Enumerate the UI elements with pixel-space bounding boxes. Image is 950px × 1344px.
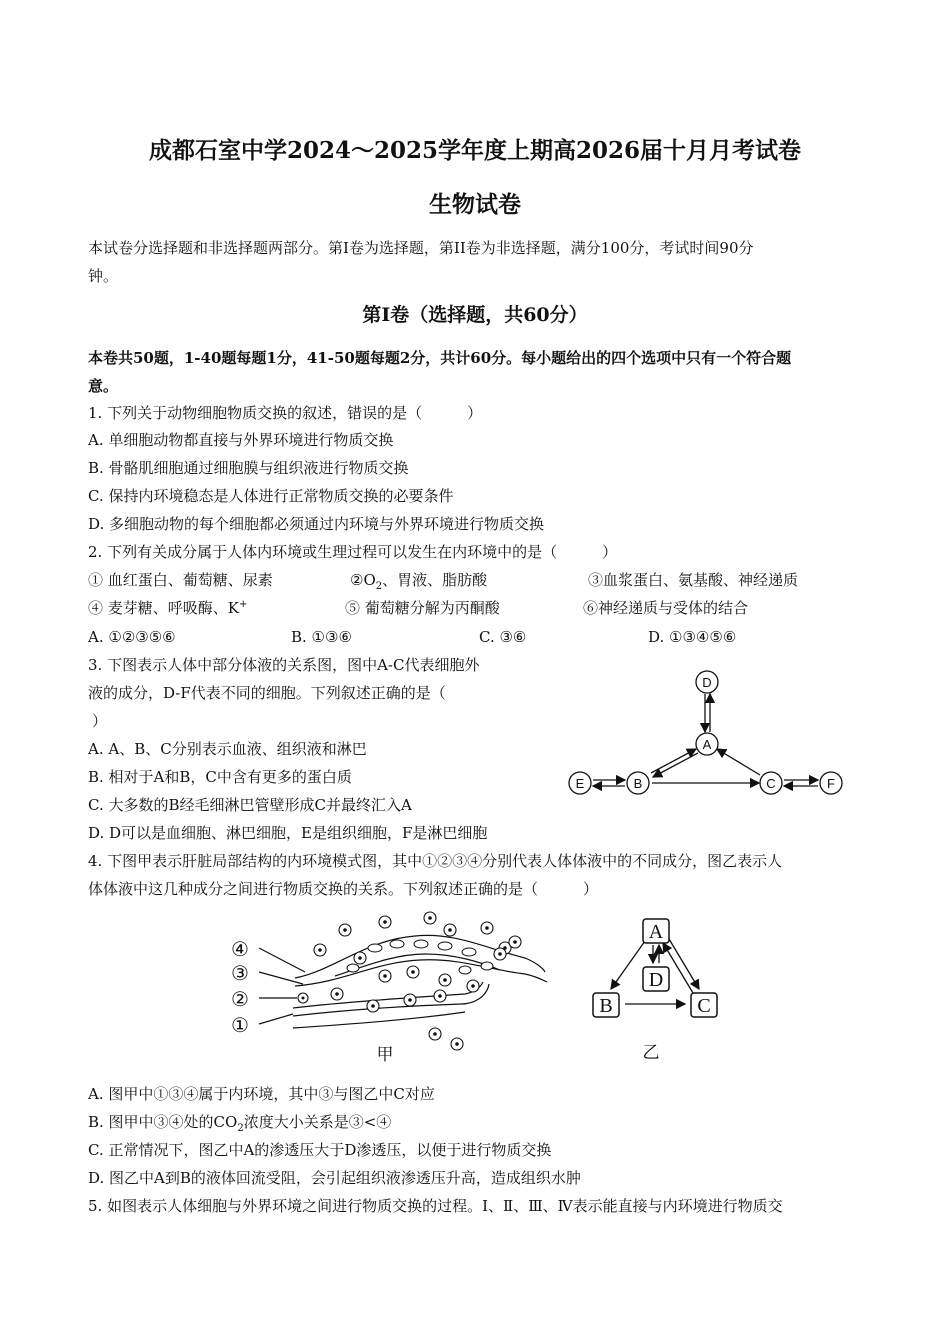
- question-3-option-d: D. D可以是血细胞、淋巴细胞，E是组织细胞，F是淋巴细胞: [88, 824, 488, 842]
- question-2-option-b: B. ①③⑥: [291, 628, 352, 646]
- fluid-exchange-diagram: [585, 915, 725, 1065]
- node-a-label: A: [702, 737, 712, 752]
- question-2-item-4: ④ 麦芽糖、呼吸酶、K+: [88, 599, 248, 617]
- figure-jia-caption: 甲: [376, 1045, 394, 1065]
- question-1-option-c: C. 保持内环境稳态是人体进行正常物质交换的必要条件: [88, 487, 454, 505]
- question-4-option-d: D. 图乙中A到B的液体回流受阻，会引起组织液渗透压升高，造成组织水肿: [88, 1169, 581, 1187]
- figure-yi-caption: 乙: [642, 1043, 660, 1063]
- question-1-stem: 1. 下列关于动物细胞物质交换的叙述，错误的是（ ）: [88, 404, 483, 422]
- intro-text-cont: 钟。: [88, 267, 119, 285]
- question-2-item-5: ⑤ 葡萄糖分解为丙酮酸: [345, 599, 500, 617]
- arrow-b-to-a: [651, 749, 696, 773]
- node-e-label: E: [575, 776, 585, 791]
- node-c-label: C: [766, 776, 776, 791]
- question-3-option-a: A. A、B、C分别表示血液、组织液和淋巴: [88, 740, 367, 758]
- section-instructions-cont: 意。: [88, 377, 119, 395]
- label-2: ②: [231, 987, 249, 1011]
- label-1: ①: [231, 1013, 249, 1037]
- question-1-option-b: B. 骨骼肌细胞通过细胞膜与组织液进行物质交换: [88, 459, 409, 477]
- question-4-option-b: B. 图甲中③④处的$CO_2$浓度大小关系是③<④: [88, 1113, 392, 1134]
- question-1-option-a: A. 单细胞动物都直接与外界环境进行物质交换: [88, 431, 394, 449]
- question-2-option-d: D. ①③④⑤⑥: [648, 628, 737, 646]
- liver-tissue-diagram: [225, 910, 555, 1070]
- node-c-label: C: [697, 995, 711, 1017]
- node-d-label: D: [648, 969, 664, 991]
- question-2-stem: 2. 下列有关成分属于人体内环境或生理过程可以发生在内环境中的是（ ）: [88, 543, 618, 561]
- node-a-label: A: [648, 921, 664, 943]
- question-2-item-3: ③血浆蛋白、氨基酸、神经递质: [588, 571, 799, 589]
- question-4-stem-cont: 体体液中这几种成分之间进行物质交换的关系。下列叙述正确的是（ ）: [88, 880, 599, 898]
- node-d-label: D: [702, 675, 712, 690]
- intro-text: 本试卷分选择题和非选择题两部分。第Ⅰ卷为选择题，第ⅠⅠ卷为非选择题，满分100分，考试时间90分: [88, 239, 754, 257]
- node-b-label: B: [599, 995, 613, 1017]
- node-f-label: F: [827, 776, 835, 791]
- label-3: ③: [231, 961, 249, 985]
- subject-title: 生物试卷: [429, 191, 521, 218]
- label-4: ④: [231, 937, 249, 961]
- question-5-stem: 5. 如图表示人体细胞与外界环境之间进行物质交换的过程。Ⅰ、Ⅱ、Ⅲ、Ⅳ表示能直接与内环境进行物质交: [88, 1197, 783, 1215]
- question-1-option-d: D. 多细胞动物的每个细胞都必须通过内环境与外界环境进行物质交换: [88, 515, 545, 533]
- section-instructions: 本卷共50题，1-40题每题1分，41-50题每题2分，共计60分。每小题给出的四个选项中只有一个符合题: [88, 349, 792, 367]
- page-title: 成都石室中学2024～2025学年度上期高2026届十月月考试卷: [148, 137, 802, 164]
- question-3-stem-cont2: ）: [92, 712, 108, 730]
- question-3-option-c: C. 大多数的B经毛细淋巴管壁形成C并最终汇入A: [88, 796, 412, 814]
- question-4-stem: 4. 下图甲表示肝脏局部结构的内环境模式图，其中①②③④分别代表人体体液中的不同成分，图乙表示人: [88, 852, 783, 870]
- arrow-c-to-a: [717, 749, 760, 775]
- question-4-option-c: C. 正常情况下，图乙中A的渗透压大于D渗透压，以便于进行物质交换: [88, 1141, 552, 1159]
- question-4-option-a: A. 图甲中①③④属于内环境，其中③与图乙中C对应: [88, 1085, 435, 1103]
- question-3-stem: 3. 下图表示人体中部分体液的关系图，图中A-C代表细胞外: [88, 656, 480, 674]
- node-b-label: B: [633, 776, 643, 791]
- question-3-option-b: B. 相对于A和B，C中含有更多的蛋白质: [88, 768, 352, 786]
- question-2-item-2: $②O_2$、胃液、脂肪酸: [350, 571, 488, 592]
- arrow-a-to-b: [653, 753, 698, 777]
- question-2-option-a: A. ①②③⑤⑥: [88, 628, 176, 646]
- question-2-item-1: ① 血红蛋白、葡萄糖、尿素: [88, 571, 273, 589]
- question-2-option-c: C. ③⑥: [479, 628, 527, 646]
- question-3-stem-cont: 液的成分，D-F代表不同的细胞。下列叙述正确的是（: [88, 684, 446, 702]
- section-heading: 第Ⅰ卷（选择题，共60分）: [362, 304, 588, 326]
- body-fluid-relation-diagram: [560, 662, 860, 807]
- question-2-item-6: ⑥神经递质与受体的结合: [583, 599, 749, 617]
